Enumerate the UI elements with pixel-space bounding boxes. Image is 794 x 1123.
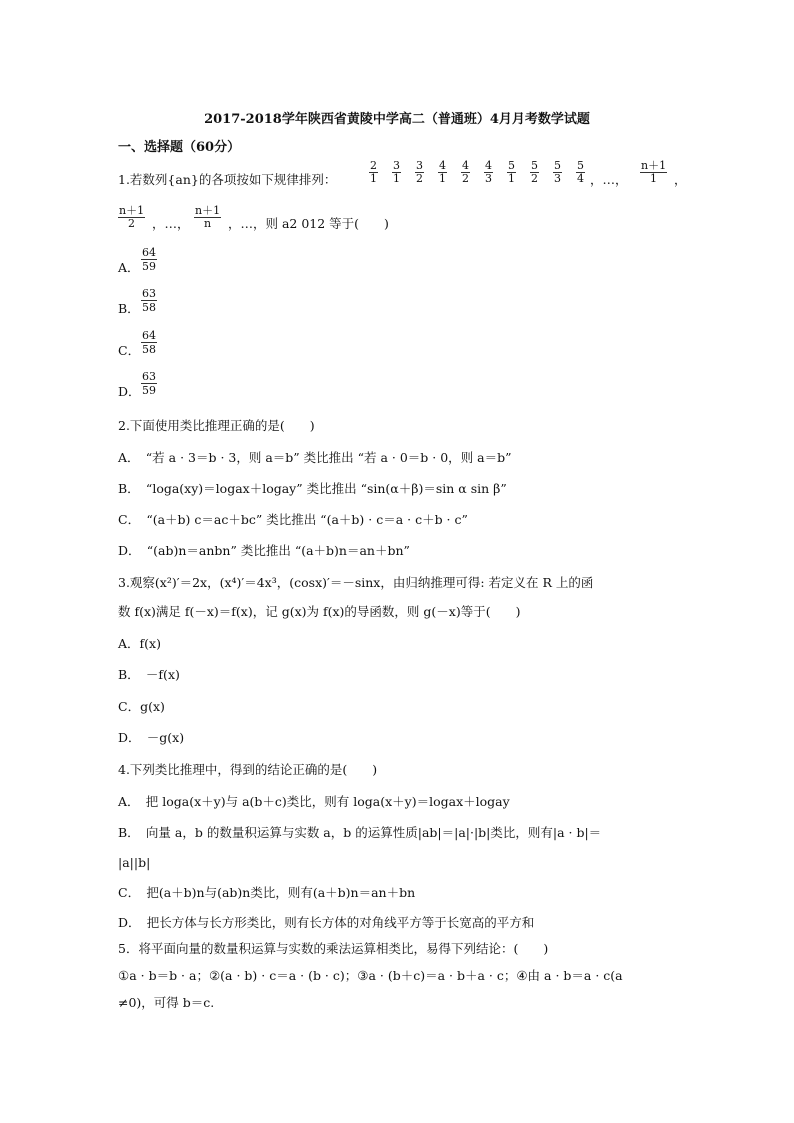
q4-stem: 4.下列类比推理中，得到的结论正确的是( ) [118, 762, 378, 777]
q1-sequence-frac: $\frac{3}{2}$ [416, 159, 423, 185]
q4-option-c: C． 把(a＋b)n与(ab)n类比，则有(a＋b)n＝an＋bn [118, 885, 416, 900]
q1-sequence-frac: $\frac{4}{3}$ [485, 159, 492, 185]
q2-option-a: A． “若 a · 3＝b · 3，则 a＝b” 类比推出 “若 a · 0＝b · 0，则 a＝b” [118, 450, 512, 465]
q1-sequence-frac: $\frac{5}{2}$ [531, 159, 538, 185]
q4-option-d: D． 把长方体与长方形类比，则有长方体的对角线平方等于长宽高的平方和 [118, 915, 535, 930]
q1-frac-n1-1: $\frac{n+1}{1}$ [641, 159, 667, 185]
q1-option-b-label: B． [118, 301, 140, 316]
q3-option-a: A．f(x) [118, 636, 161, 651]
q5-stem: 5．将平面向量的数量积运算与实数的乘法运算相类比，易得下列结论：( ) [118, 941, 549, 956]
q1-frac-n1-2: $\frac{n+1}{2}$ [119, 204, 145, 230]
q1-mid-text: ，…， [152, 216, 190, 231]
q4-option-b-line-2: |a||b| [118, 855, 151, 870]
q4-option-a: A． 把 loga(x＋y)与 a(b＋c)类比，则有 loga(x＋y)＝logax＋logay [118, 794, 510, 809]
section-heading: 一、选择题（60分） [118, 140, 241, 155]
q1-sequence-frac: $\frac{2}{1}$ [370, 159, 377, 185]
q4-option-b-line-1: B． 向量 a，b 的数量积运算与实数 a，b 的运算性质|ab|＝|a|·|b|类比，则有|a · b|＝ [118, 825, 602, 840]
q1-comma: ， [674, 172, 687, 187]
q3-option-c: C．g(x) [118, 699, 165, 714]
q1-sequence-frac: $\frac{3}{1}$ [393, 159, 400, 185]
q1-sequence-frac: $\frac{5}{1}$ [508, 159, 515, 185]
q3-line-1: 3.观察(x²)′＝2x，(x⁴)′＝4x³，(cosx)′＝－sinx，由归纳推理可得: 若定义在 R 上的函 [118, 575, 594, 590]
q1-sequence-frac: $\frac{5}{3}$ [554, 159, 561, 185]
page-title: 2017-2018学年陕西省黄陵中学高二（普通班）4月月考数学试题 [204, 112, 590, 127]
q5-line-1: ①a · b＝b · a；②(a · b) · c＝a · (b · c)；③a · (b＋c)＝a · b＋a · c；④由 a · b＝a · c(a [118, 968, 623, 983]
q1-ellipsis: ，…， [590, 172, 628, 187]
q1-sequence-frac: $\frac{5}{4}$ [577, 159, 584, 185]
q1-option-c-frac: $\frac{64}{58}$ [142, 329, 156, 356]
q2-stem: 2.下面使用类比推理正确的是( ) [118, 418, 315, 433]
q1-option-a-label: A． [118, 260, 140, 275]
q1-option-d-label: D． [118, 384, 141, 399]
q1-option-b-frac: $\frac{63}{58}$ [142, 287, 156, 314]
q5-line-2: ≠0)，可得 b＝c. [118, 995, 215, 1010]
q1-option-a-frac: $\frac{64}{59}$ [142, 246, 156, 273]
q1-sequence-frac: $\frac{4}{1}$ [439, 159, 446, 185]
q1-stem: 1.若数列{an}的各项按如下规律排列： [118, 172, 337, 187]
q1-sequence-frac: $\frac{4}{2}$ [462, 159, 469, 185]
q3-option-b: B． －f(x) [118, 667, 180, 682]
q1-option-c-label: C． [118, 343, 141, 358]
q2-option-c: C． “(a＋b) c＝ac＋bc” 类比推出 “(a＋b) · c＝a · c＋b · c” [118, 512, 468, 527]
q3-line-2: 数 f(x)满足 f(－x)＝f(x)，记 g(x)为 f(x)的导函数，则 g(－x)等于( ) [118, 604, 521, 619]
q2-option-b: B． “loga(xy)＝logax＋logay” 类比推出 “sin(α＋β)＝sin α sin β” [118, 481, 507, 496]
q1-option-d-frac: $\frac{63}{59}$ [142, 370, 156, 397]
q1-frac-n1-n: $\frac{n+1}{n}$ [195, 204, 221, 230]
q3-option-d: D． －g(x) [118, 730, 185, 745]
q2-option-d: D． “(ab)n＝anbn” 类比推出 “(a＋b)n＝an＋bn” [118, 543, 410, 558]
q1-tail: ，…，则 a2 012 等于( ) [228, 216, 389, 231]
